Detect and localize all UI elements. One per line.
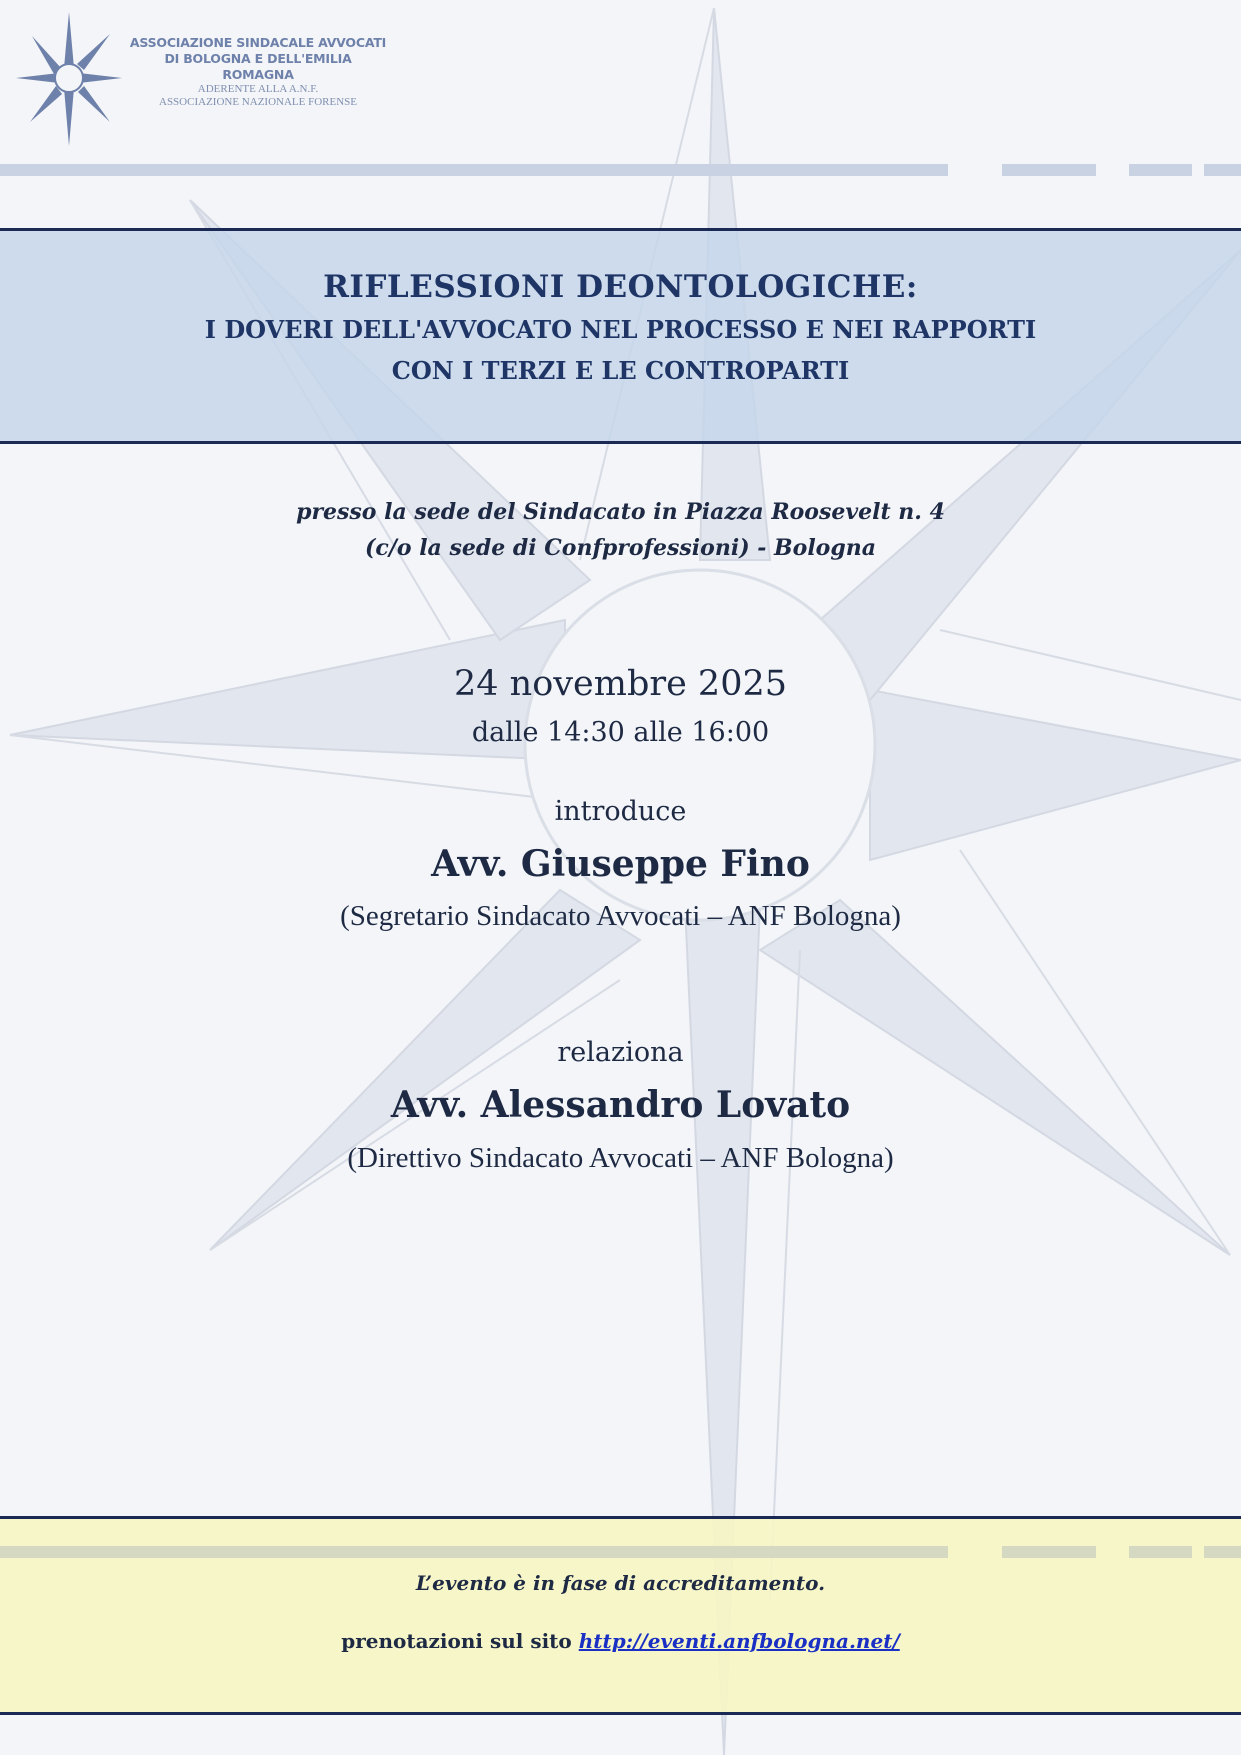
- speaker-label: relaziona: [557, 1037, 684, 1068]
- footer-bar-dash: [1002, 1546, 1096, 1558]
- booking-prefix: prenotazioni sul sito: [341, 1629, 579, 1653]
- header-bar-dash: [1129, 164, 1192, 176]
- intro-speaker-name: Avv. Giuseppe Fino: [431, 843, 810, 885]
- venue-line-1: presso la sede del Sindacato in Piazza Roosevelt n. 4: [296, 499, 945, 525]
- venue: [0, 494, 1241, 566]
- title-line-1: RIFLESSIONI DEONTOLOGICHE:: [323, 269, 918, 305]
- organization-name: [128, 35, 388, 109]
- event-time: dalle 14:30 alle 16:00: [471, 717, 770, 748]
- org-line-4: ASSOCIAZIONE NAZIONALE FORENSE: [159, 96, 357, 108]
- compass-star-icon: [14, 10, 124, 148]
- org-line-1: ASSOCIAZIONE SINDACALE AVVOCATI: [129, 35, 387, 50]
- footer-bar-dash: [1129, 1546, 1192, 1558]
- event-date: 24 novembre 2025: [454, 664, 787, 704]
- org-line-2: DI BOLOGNA E DELL'EMILIA ROMAGNA: [164, 51, 352, 82]
- venue-line-2: (c/o la sede di Confprofessioni) - Bologna: [365, 535, 876, 561]
- header-bar-dash: [1002, 164, 1096, 176]
- speaker-name: Avv. Alessandro Lovato: [390, 1084, 851, 1126]
- intro-speaker-role: (Segretario Sindacato Avvocati – ANF Bologna): [340, 900, 901, 932]
- intro-label: introduce: [554, 796, 687, 827]
- accreditation-note: L’evento è in fase di accreditamento.: [415, 1571, 826, 1595]
- booking-line: [0, 1629, 1241, 1653]
- header-bar: [0, 164, 948, 176]
- speaker-role: (Direttivo Sindacato Avvocati – ANF Bologna): [347, 1142, 894, 1174]
- booking-link[interactable]: http://eventi.anfbologna.net/: [578, 1629, 900, 1653]
- footer-bar-dash: [1204, 1546, 1241, 1558]
- header-bar-dash: [1204, 164, 1241, 176]
- footer-bar: [0, 1546, 948, 1558]
- title-line-2: I DOVERI DELL'AVVOCATO NEL PROCESSO E NEI RAPPORTI: [204, 315, 1037, 344]
- org-line-3: ADERENTE ALLA A.N.F.: [197, 83, 319, 95]
- title-band: [0, 228, 1241, 444]
- title-line-3: CON I TERZI E LE CONTROPARTI: [391, 356, 850, 385]
